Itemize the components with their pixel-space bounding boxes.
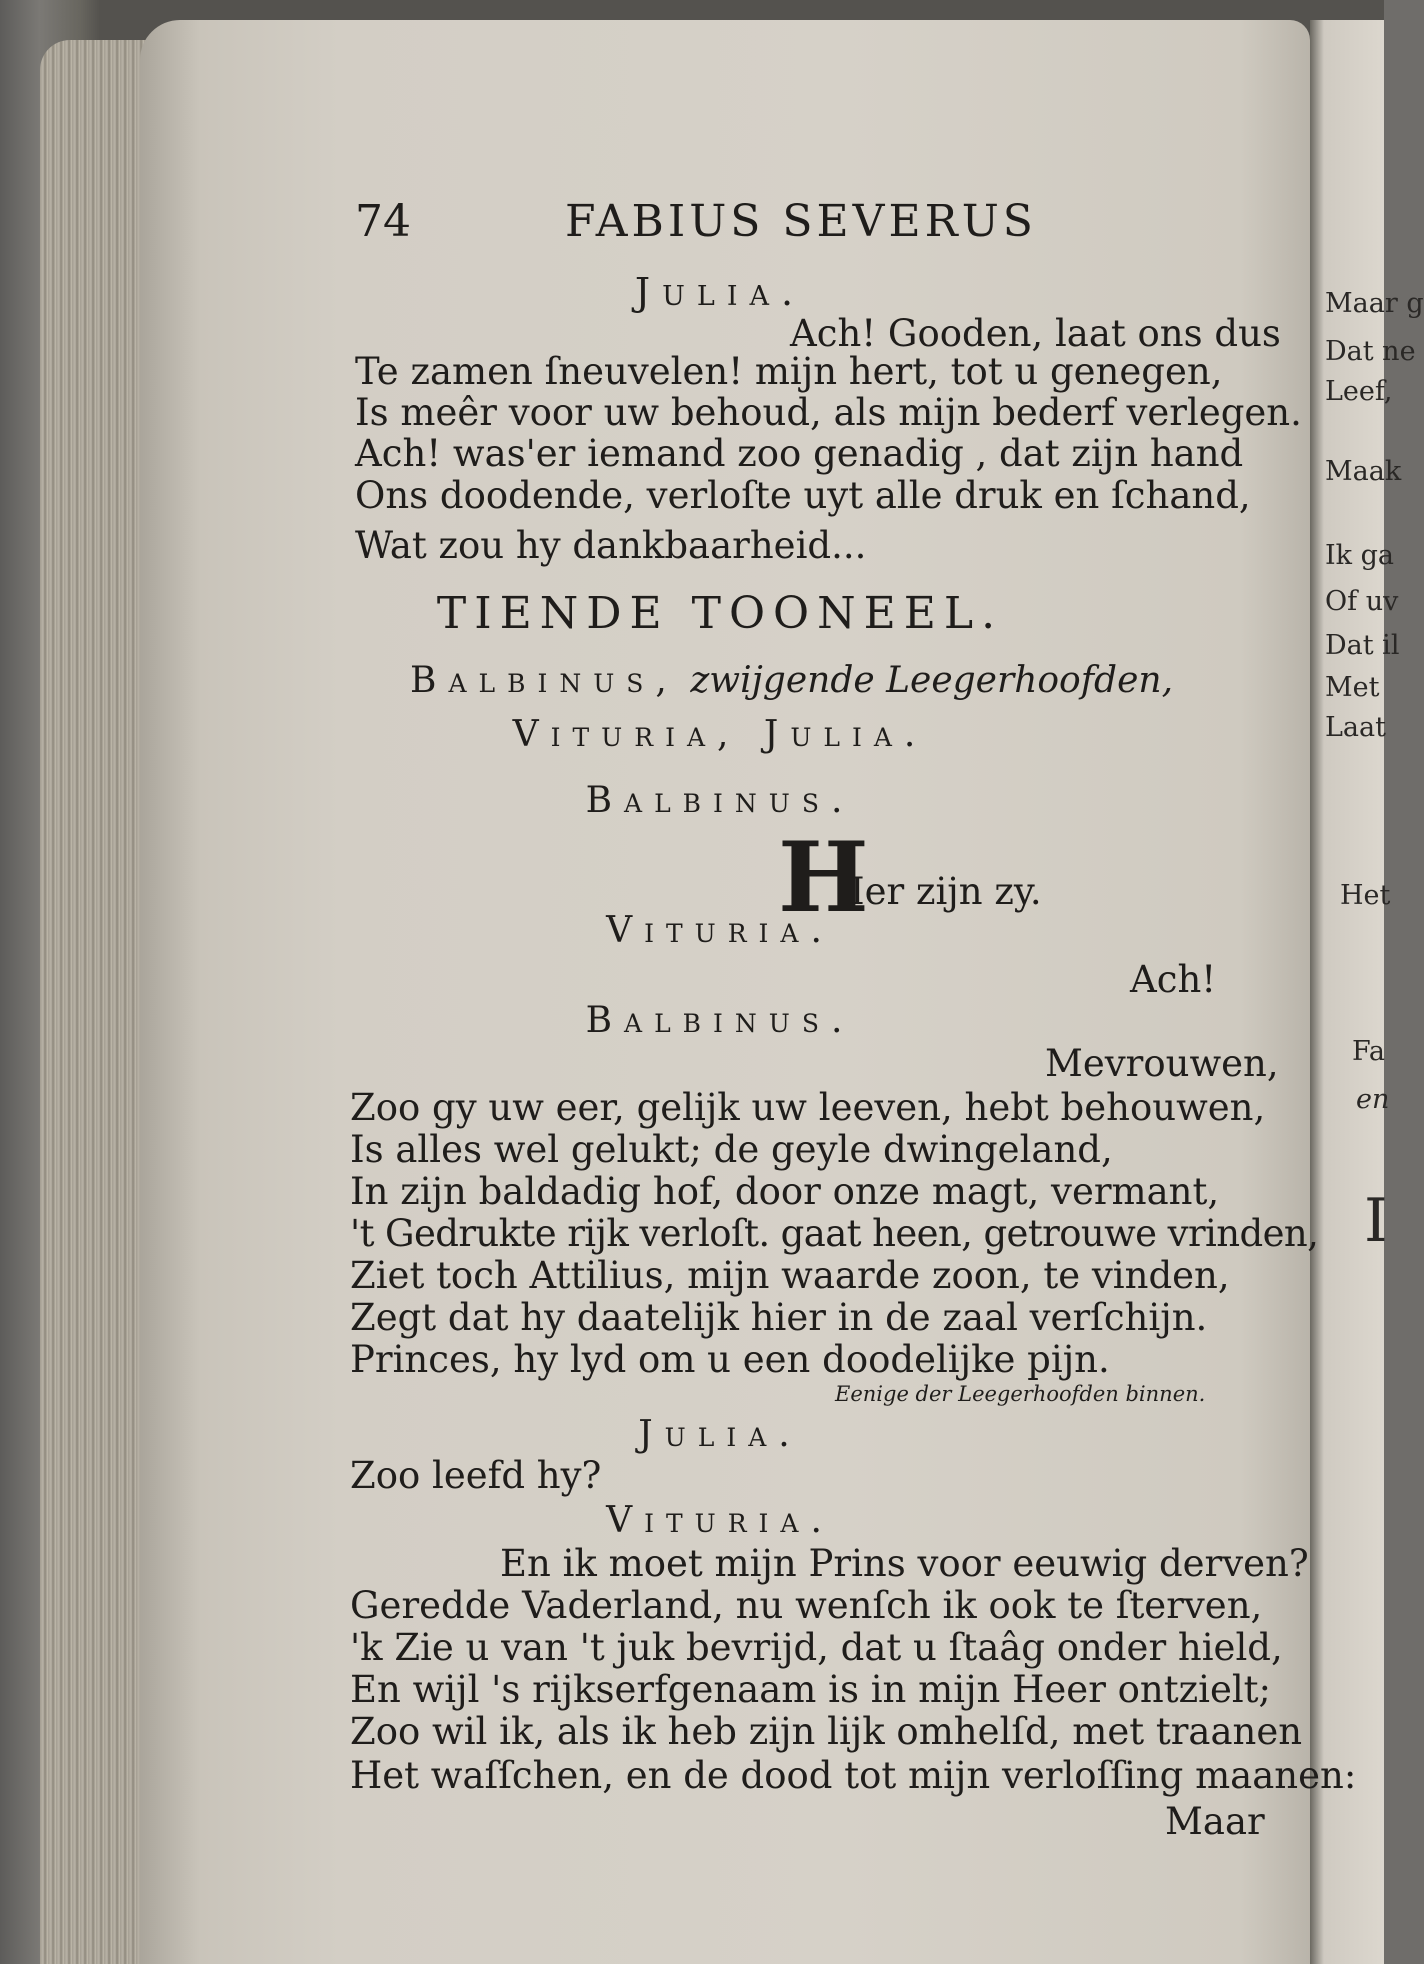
verse-line: Mevrouwen,	[1045, 1042, 1279, 1085]
verse-line: Ach!	[1130, 958, 1217, 1001]
cast-line-2: Vituria, Julia.	[512, 714, 928, 755]
verse-line: Geredde Vaderland, nu wenſch ik ook te ſterven,	[350, 1584, 1263, 1627]
verse-line: Ach! Gooden, laat ons dus	[790, 312, 1281, 355]
verse-line: Zoo wil ik, als ik heb zijn lijk omhelſd, met traanen	[350, 1710, 1303, 1753]
speaker-julia: Julia.	[634, 270, 806, 314]
page-number: 74	[355, 196, 411, 247]
facing-fragment: Leef,	[1325, 376, 1393, 407]
facing-fragment: Of uv	[1325, 586, 1399, 617]
verse-line: Zoo leefd hy?	[350, 1454, 602, 1497]
verse-line: 'k Zie u van 't juk bevrijd, dat u ſtaâg onder hield,	[350, 1626, 1283, 1669]
facing-fragment: Met	[1325, 672, 1380, 703]
catchword: Maar	[1165, 1800, 1265, 1843]
facing-fragment: Dat ne	[1325, 336, 1416, 367]
verse-line: Het waſſchen, en de dood tot mijn verloſſing maanen:	[350, 1754, 1357, 1797]
verse-line: Ier zijn zy.	[850, 870, 1042, 913]
facing-fragment: Fa	[1352, 1036, 1385, 1067]
verse-line: En wijl 's rijkserfgenaam is in mijn Heer ontzielt;	[350, 1668, 1272, 1711]
speaker-julia: Julia.	[638, 1414, 802, 1455]
facing-fragment: en	[1356, 1084, 1390, 1115]
verse-line: Zoo gy uw eer, gelijk uw leeven, hebt behouwen,	[350, 1086, 1266, 1129]
verse-line: Zegt dat hy daatelijk hier in de zaal verſchijn.	[350, 1296, 1208, 1339]
speaker-vituria: Vituria.	[606, 1500, 834, 1541]
facing-fragment: Maar g	[1325, 288, 1424, 319]
verse-line: 't Gedrukte rijk verloſt. gaat heen, getrouwe vrinden,	[350, 1212, 1319, 1255]
speaker-vituria: Vituria.	[606, 910, 834, 951]
facing-fragment: I	[1364, 1186, 1388, 1256]
verse-line: Ach! was'er iemand zoo genadig , dat zijn hand	[355, 432, 1244, 475]
verse-line: In zijn baldadig hof, door onze magt, vermant,	[350, 1170, 1220, 1213]
verse-line: Ziet toch Attilius, mijn waarde zoon, te vinden,	[350, 1254, 1230, 1297]
scene-title: TIENDE TOONEEL.	[436, 588, 1004, 639]
verse-line: Is meêr voor uw behoud, als mijn bederf verlegen.	[355, 391, 1302, 434]
facing-fragment: Laat	[1325, 712, 1386, 743]
facing-fragment: Ik ga	[1325, 540, 1394, 571]
verse-line: Princes, hy lyd om u een doodelijke pijn.	[350, 1338, 1110, 1381]
running-title: FABIUS SEVERUS	[565, 196, 1037, 247]
verse-line: Is alles wel gelukt; de geyle dwingeland,	[350, 1128, 1113, 1171]
cast-leegerhoofden: zwijgende Leegerhoofden,	[690, 660, 1174, 701]
speaker-balbinus: Balbinus.	[585, 1000, 855, 1041]
verse-line: Te zamen ſneuvelen! mijn hert, tot u genegen,	[355, 350, 1223, 393]
facing-fragment: Het	[1340, 880, 1391, 911]
verse-line: Ons doodende, verloſte uyt alle druk en ſchand,	[355, 474, 1251, 517]
facing-fragment: Maak	[1325, 456, 1402, 487]
cast-list	[410, 660, 1173, 701]
verse-line: Wat zou hy dankbaarheid...	[355, 524, 867, 567]
speaker-balbinus: Balbinus.	[585, 780, 855, 821]
drop-cap: H	[778, 821, 869, 934]
facing-fragment: Dat il	[1325, 630, 1400, 661]
stage-direction: Eenige der Leegerhoofden binnen.	[835, 1382, 1206, 1406]
verse-line: En ik moet mijn Prins voor eeuwig derven?	[500, 1542, 1309, 1585]
cast-balbinus: Balbinus,	[410, 660, 679, 701]
